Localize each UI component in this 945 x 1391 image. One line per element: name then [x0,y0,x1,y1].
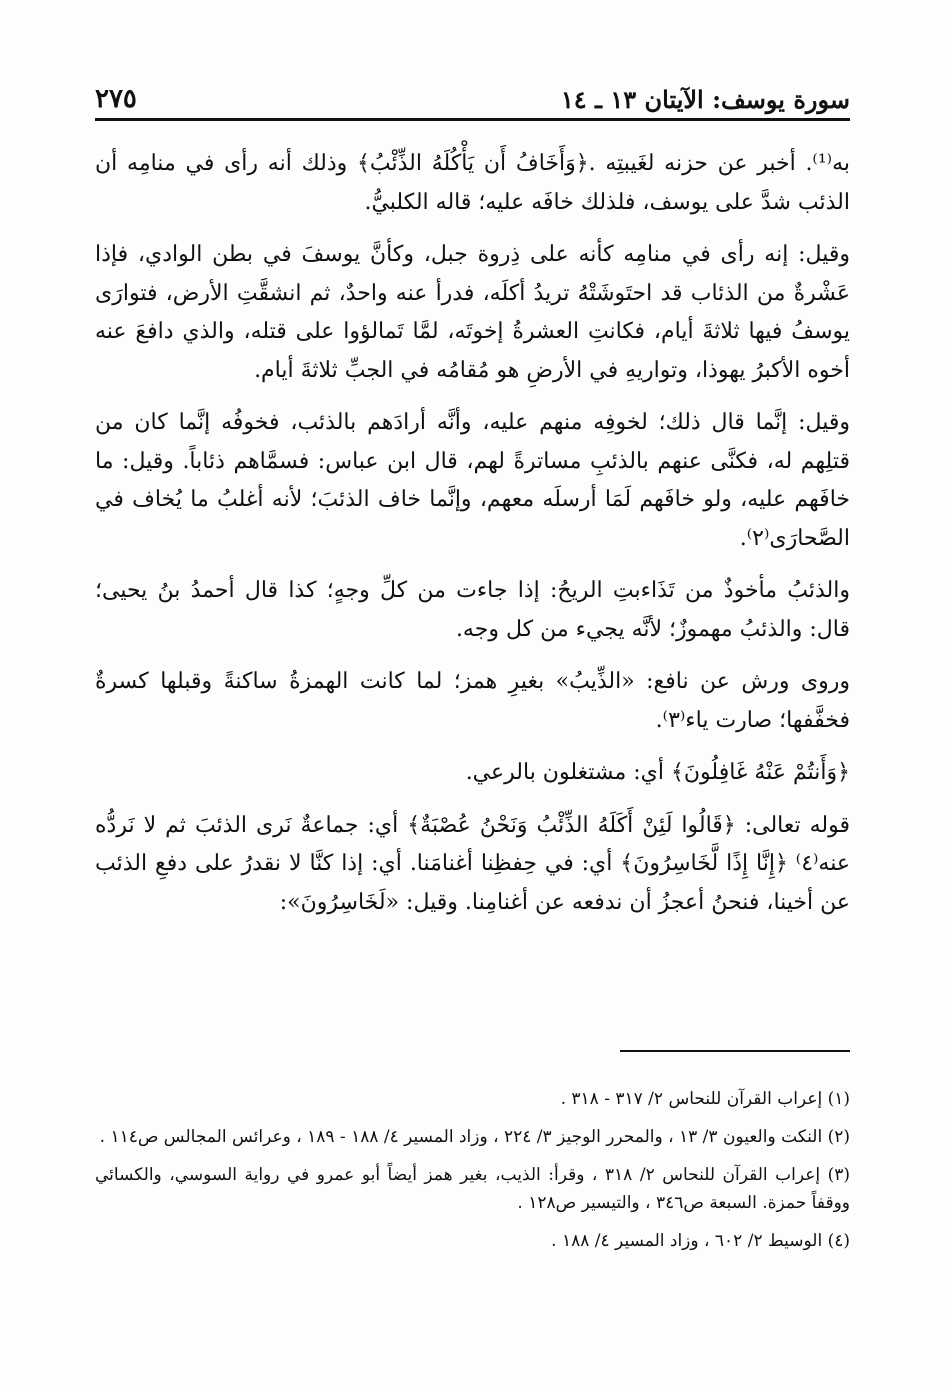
header-rule [95,118,850,121]
page-number: ٢٧٥ [95,84,137,114]
paragraph: ﴿وَأَنتُمْ عَنْهُ غَافِلُونَ﴾ أي: مشتغلون بالرعي. [465,760,850,785]
paragraph: قوله تعالى: ﴿قَالُوا لَئِنْ أَكَلَهُ الذِّئْبُ وَنَحْنُ عُصْبَةٌ﴾ أي: جماعةٌ نَرى الذئبَ ثم لا نَردُّه عنه⁽٤⁾ ﴿إِنَّا إِذًا لَّخَاسِرُونَ﴾ أي: في حِفظِنا أغنامَنا. أي: إذا كنَّا لا نقدرُ على دفعِ الذئب عن أخينا، فنحنُ أعجزُ أن ندفعه عن أغنامِنا. وقيل: «لَخَاسِرُونَ»: [95,812,850,915]
running-header [95,70,850,114]
footnote: (١) إعراب القرآن للنحاس ٢/ ٣١٧ - ٣١٨ . [560,1089,850,1109]
header-title: سورة يوسف: الآيتان ١٣ ـ ١٤ [560,85,850,114]
paragraph: وقيل: إنه رأى في منامِه كأنه على ذِروة جبل، وكأنَّ يوسفَ في بطن الوادي، فإذا عَشْرةٌ من الذئاب قد احتَوشَتْهُ تريدُ أكلَه، فدرأ عنه واحدٌ، ثم انشقَّتِ الأرض، فتوارَى يوسفُ فيها ثلاثةَ أيام، فكانتِ العشرةُ إخوتَه، لمَّا تَمالؤوا على قتله، والذي دافعَ عنه أخوه الأكبرُ يهوذا، وتواريهِ في الأرضِ هو مُقامُه في الجبِّ ثلاثةَ أيام. [95,242,850,383]
paragraph: به⁽¹⁾. أخبر عن حزنه لغَيبتِه .﴿وَأَخَافُ أَن يَأْكُلَهُ الذِّئْبُ﴾ وذلك أنه رأى في منامِه أن الذئب شدَّ على يوسف، فلذلك خافَه عليه؛ قاله الكلبيُّ. [95,151,850,215]
main-text [95,145,850,936]
footnote: (٣) إعراب القرآن للنحاس ٢/ ٣١٨ ، وقرأ: الذيب، بغير همز أيضاً أبو عمرو في رواية السوسي، والكسائي ووقفاً حمزة. السبعة ص٣٤٦ ، والتيسير ص١٢٨ . [95,1165,851,1213]
footnotes [95,1085,850,1265]
footnote: (٤) الوسيط ٢/ ٦٠٢ ، وزاد المسير ٤/ ١٨٨ . [551,1231,850,1251]
paragraph: وقيل: إنَّما قال ذلك؛ لخوفِه منهم عليه، وأنَّه أرادَهم بالذئب، فخوفُه إنَّما كان من قتلِهم له، فكنَّى عنهم بالذئبِ مساترةً لهم، قال ابن عباس: فسمَّاهم ذئاباً. وقيل: ما خافَهم عليه، ولو خافَهم لَمَا أرسلَه معهم، وإنَّما خاف الذئبَ؛ لأنه أغلبُ ما يُخاف في الصَّحارَى⁽٢⁾. [95,410,850,551]
paragraph: وروى ورش عن نافع: «الذِّيبُ» بغيرِ همز؛ لما كانت الهمزةُ ساكنةً وقبلها كسرةٌ فخفَّفها؛ صارت ياء⁽٣⁾. [95,669,850,733]
footnote: (٢) النكت والعيون ٣/ ١٣ ، والمحرر الوجيز ٣/ ٢٢٤ ، وزاد المسير ٤/ ١٨٨ - ١٨٩ ، وعرائس المجالس ص١١٤ . [99,1127,850,1147]
paragraph: والذئبُ مأخوذٌ من تَذَاءبتِ الريحُ: إذا جاءت من كلِّ وجهٍ؛ كذا قال أحمدُ بنُ يحيى؛ قال: والذئبُ مهموزٌ؛ لأنَّه يجيء من كل وجه. [95,578,850,642]
footnote-separator [620,1050,850,1052]
